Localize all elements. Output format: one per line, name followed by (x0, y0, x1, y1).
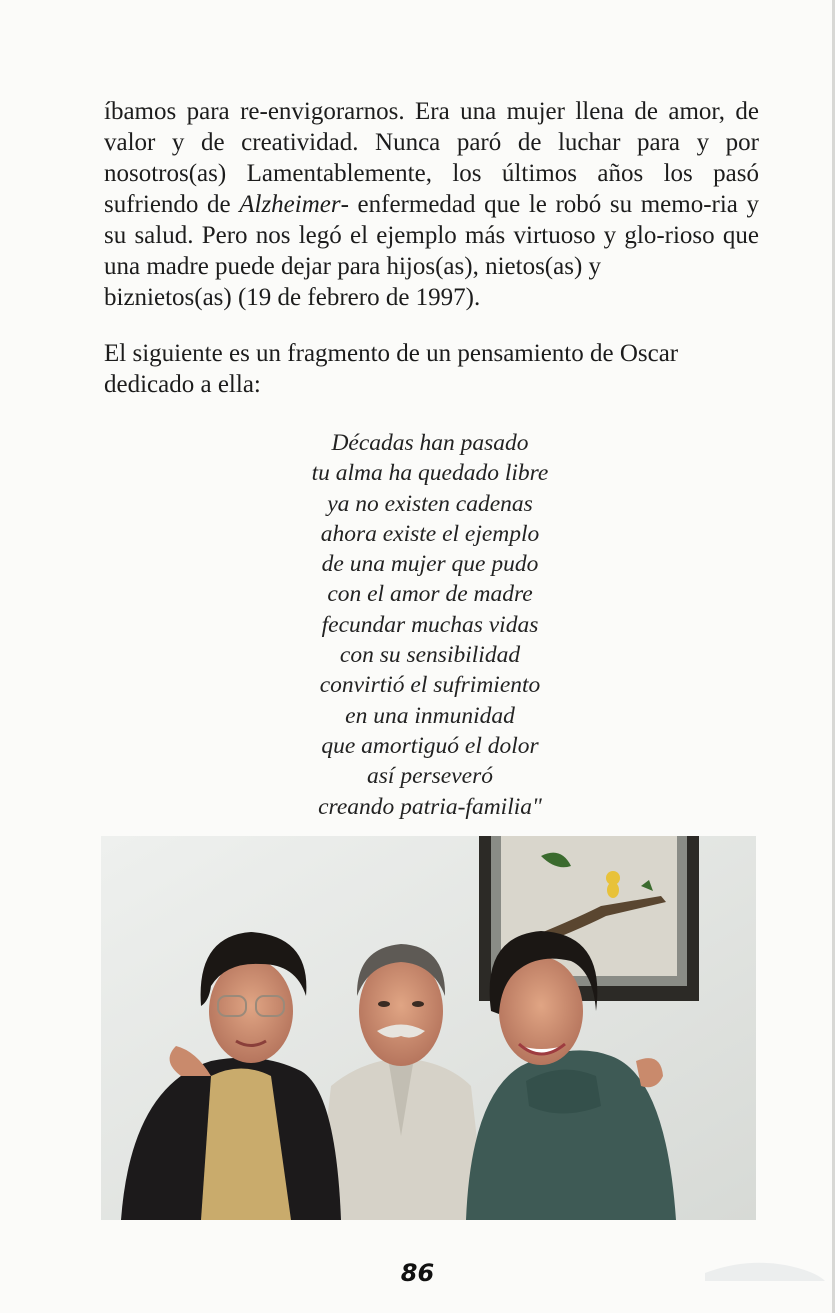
paragraph-2-last-line: dedicado a ella: (104, 371, 261, 398)
paragraph-1-text-cont: - enfermedad que le robó su memo-ria y su salud. Pero nos legó el ejemplo más virtuoso y glo-rioso que una madre puede dejar para hijos(as), nietos(as) y (104, 191, 759, 280)
poem-line: convirtió el sufrimiento (319, 672, 541, 699)
poem-line: que amortiguó el dolor (321, 732, 539, 759)
italic-term: Alzheimer (239, 191, 341, 218)
family-photo (101, 836, 756, 1220)
poem-line: Décadas han pasado (331, 430, 529, 456)
poem-line: fecundar muchas vidas (321, 611, 539, 638)
poem-line: con el amor de madre (327, 581, 533, 608)
paragraph-1-text: íbamos para re-envigorarnos. Era una mujer llena de amor, de valor y de creatividad. Nunca paró de luchar para y por nosotros(as) Lamentablemente, los últimos años los pasó sufriendo de (104, 98, 759, 218)
poem-line: en una inmunidad (345, 702, 515, 729)
paragraph-1-last-line: biznietos(as) (19 de febrero de 1997). (104, 284, 481, 311)
poem-line: tu alma ha quedado libre (311, 460, 549, 487)
paragraph-2-text: El siguiente es un fragmento de un pensamiento de Oscar (104, 340, 679, 367)
poem-line: de una mujer que pudo (321, 551, 539, 578)
poem-line: con su sensibilidad (339, 642, 521, 669)
paragraph-2 (104, 338, 759, 400)
poem-line: ya no existen cadenas (327, 490, 533, 517)
page-number: 86 (400, 1259, 435, 1287)
scan-smudge (705, 1253, 825, 1283)
poem-line: creando patria-familia" (318, 793, 542, 820)
poem-line: así perseveró (367, 763, 493, 790)
poem-line: ahora existe el ejemplo (320, 520, 540, 547)
poem (270, 428, 590, 822)
paragraph-1 (104, 96, 759, 313)
family-photo-illustration (101, 836, 756, 1220)
